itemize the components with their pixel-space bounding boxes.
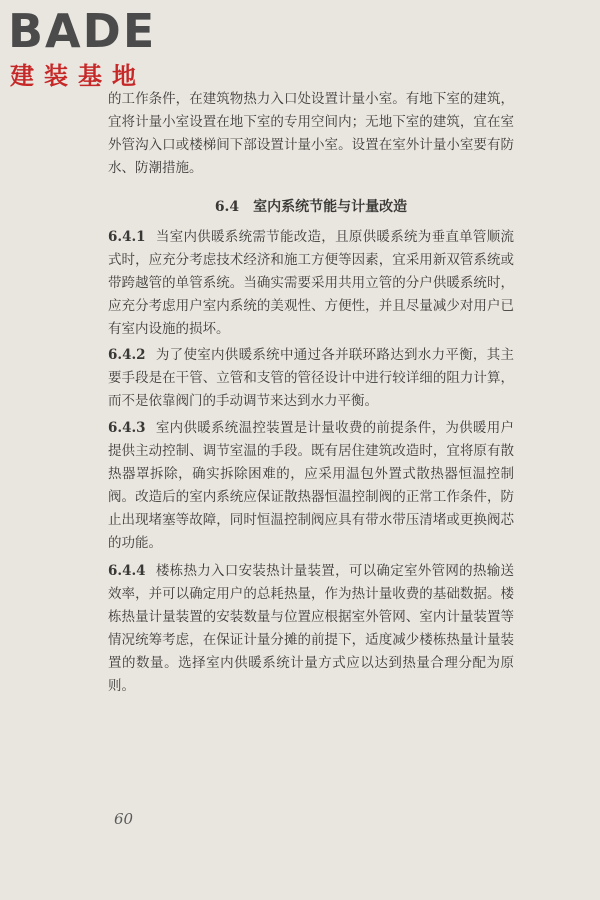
clause-number: 6.4.3 (108, 420, 146, 436)
logo-subtitle: 建装基地 (10, 62, 146, 90)
page-number: 60 (114, 810, 134, 828)
clause-text: 室内供暖系统温控装置是计量收费的前提条件，为供暖用户提供主动控制、调节室温的手段。既有居住建筑改造时，宜将原有散热器罩拆除，确实拆除困难的，应采用温包外置式散热器恒温控制阀。改造后的室内系统应保证散热器恒温控制阀的正常工作条件，防止出现堵塞等故障，同时恒温控制阀应具有带水带压清堵或更换阀芯的功能。 (108, 420, 514, 551)
clause-6-4-4 (108, 560, 514, 698)
logo-text: BADE (8, 4, 157, 58)
clause-text: 楼栋热力入口安装热计量装置，可以确定室外管网的热输送效率，并可以确定用户的总耗热量，作为热计量收费的基础数据。楼栋热量计量装置的安装数量与位置应根据室外管网、室内计量装置等情况统筹考虑，在保证计量分摊的前提下，适度减少楼栋热量计量装置的数量。选择室内供暖系统计量方式应以达到热量合理分配为原则。 (108, 563, 514, 694)
clause-number: 6.4.2 (108, 347, 146, 363)
clause-number: 6.4.1 (108, 229, 146, 245)
section-number: 6.4 (214, 199, 240, 215)
clause-6-4-3 (108, 417, 514, 555)
clause-text: 为了使室内供暖系统中通过各并联环路达到水力平衡，其主要手段是在干管、立管和支管的管径设计中进行较详细的阻力计算，而不是依靠阀门的手动调节来达到水力平衡。 (108, 347, 514, 409)
clause-number: 6.4.4 (108, 563, 146, 579)
clause-6-4-1 (108, 226, 514, 341)
clause-6-4-2 (108, 344, 514, 413)
section-heading (108, 196, 514, 216)
intro-paragraph: 的工作条件，在建筑物热力入口处设置计量小室。有地下室的建筑，宜将计量小室设置在地下室的专用空间内；无地下室的建筑，宜在室外管沟入口或楼梯间下部设置计量小室。设置在室外计量小室要有防水、防潮措施。 (108, 91, 514, 176)
clause-text: 当室内供暖系统需节能改造，且原供暖系统为垂直单管顺流式时，应充分考虑技术经济和施工方便等因素，宜采用新双管系统或带跨越管的单管系统。当确实需要采用共用立管的分户供暖系统时，应充分考虑用户室内系统的美观性、方便性，并且尽量减少对用户已有室内设施的损坏。 (108, 229, 514, 337)
section-title: 室内系统节能与计量改造 (253, 199, 408, 215)
watermark-logo (8, 4, 178, 96)
